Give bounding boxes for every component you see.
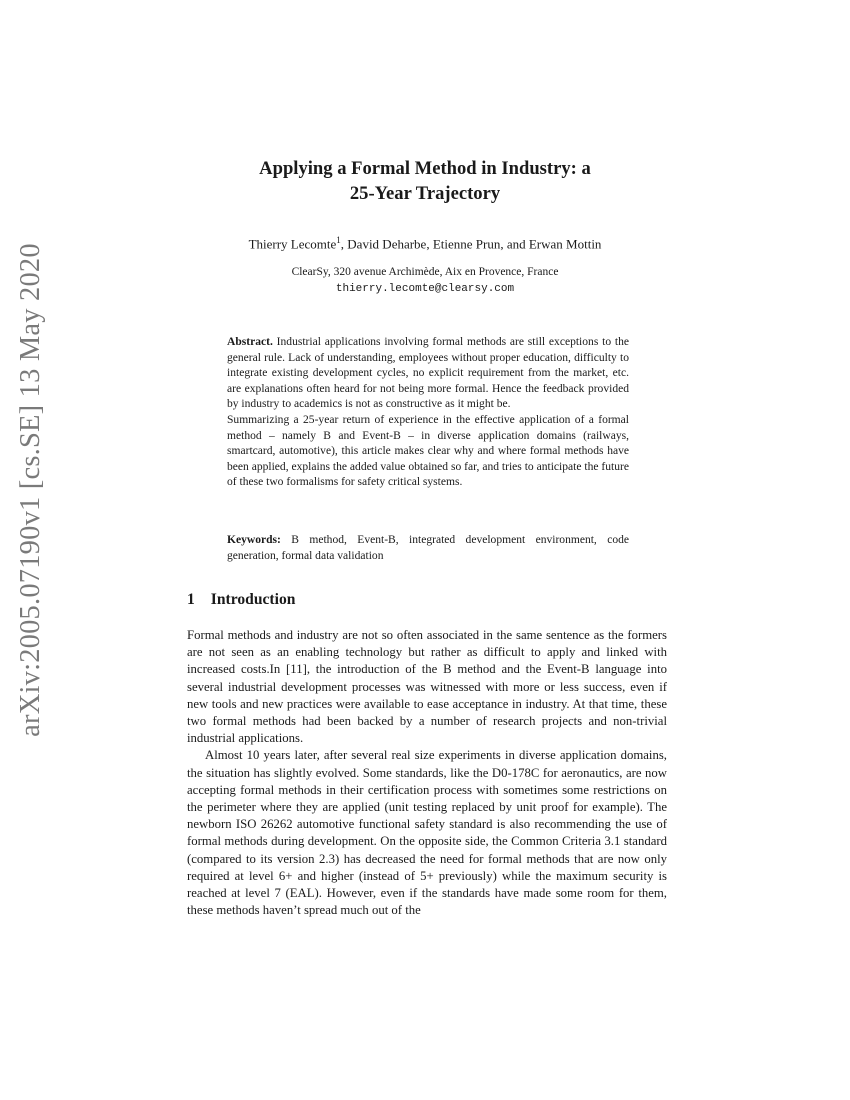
abstract-paragraph-1 bbox=[227, 335, 629, 413]
section-title: Introduction bbox=[210, 591, 296, 608]
first-author: Thierry Lecomte bbox=[248, 236, 337, 252]
abstract bbox=[227, 335, 629, 491]
other-authors: , David Deharbe, Etienne Prun, and Erwan Mottin bbox=[340, 236, 602, 252]
affiliation-marker: 1 bbox=[336, 235, 341, 245]
title-line-1: Applying a Formal Method in Industry: a bbox=[259, 158, 591, 179]
abstract-text-1: Industrial applications involving formal methods are still exceptions to the general rule. Lack of understanding, employees without proper education, difficulty to integrate existing development cycles, no explicit requirement from the market, etc. are explanations often heard for not being more formal. Hence the feedback provided by industry to academics is not as constructive as it might be. bbox=[227, 336, 630, 411]
arxiv-sidebar-stamp bbox=[8, 243, 54, 737]
author-email: thierry.lecomte@clearsy.com bbox=[335, 283, 515, 295]
keywords-text: B method, Event-B, integrated development environment, code generation, formal data validation bbox=[227, 534, 630, 562]
affiliation: ClearSy, 320 avenue Archimède, Aix en Provence, France bbox=[291, 266, 559, 278]
keywords bbox=[227, 533, 629, 564]
title-line-2: 25-Year Trajectory bbox=[349, 183, 501, 204]
arxiv-identifier: arXiv:2005.07190v1 [cs.SE] 13 May 2020 bbox=[15, 243, 46, 737]
section-number: 1 bbox=[187, 591, 195, 608]
body-paragraph-2: Almost 10 years later, after several real size experiments in diverse application domains, the situation has slightly evolved. Some standards, like the D0-178C for aeronautics, are now accepting formal methods in their certification process with sometimes some restrictions on the perimeter where they are applied (unit testing replaced by unit proof for example). The newborn ISO 26262 automotive functional safety standard is also recommending the use of formal methods during development. On the opposite side, the Common Criteria 3.1 standard (compared to its version 2.3) has decreased the need for formal methods that are now only required at level 6+ and higher (instead of 5+ previously) while the maximum security is reached at level 7 (EAL). However, even if the standards have made some room for them, these methods haven’t spread much out of the bbox=[187, 748, 667, 918]
abstract-label: Abstract. bbox=[227, 336, 273, 348]
section-heading bbox=[187, 591, 295, 609]
keywords-label: Keywords: bbox=[227, 534, 281, 546]
body-paragraph-1: Formal methods and industry are not so often associated in the same sentence as the formers are not seen as an enabling technology but rather as difficult to apply and linked with increased costs.In [11], the introduction of the B method and the Event-B language into several industrial development processes was witnessed with more or less success, even if new tools and new practices were available to ease acceptance in industry. At that time, these two formal methods had been backed by a number of research projects and non-trivial industrial applications. bbox=[187, 628, 667, 746]
author-list bbox=[150, 235, 700, 252]
abstract-paragraph-2: Summarizing a 25-year return of experience in the effective application of a formal method – namely B and Event-B – in diverse application domains (railways, smartcard, automotive), this article makes clear why and where formal methods have been applied, explains the added value obtained so far, and tries to anticipate the future of these two formalisms for safety critical systems. bbox=[227, 413, 629, 489]
affiliation-block bbox=[150, 264, 700, 298]
introduction-body bbox=[187, 627, 667, 919]
paper-title bbox=[150, 156, 700, 206]
